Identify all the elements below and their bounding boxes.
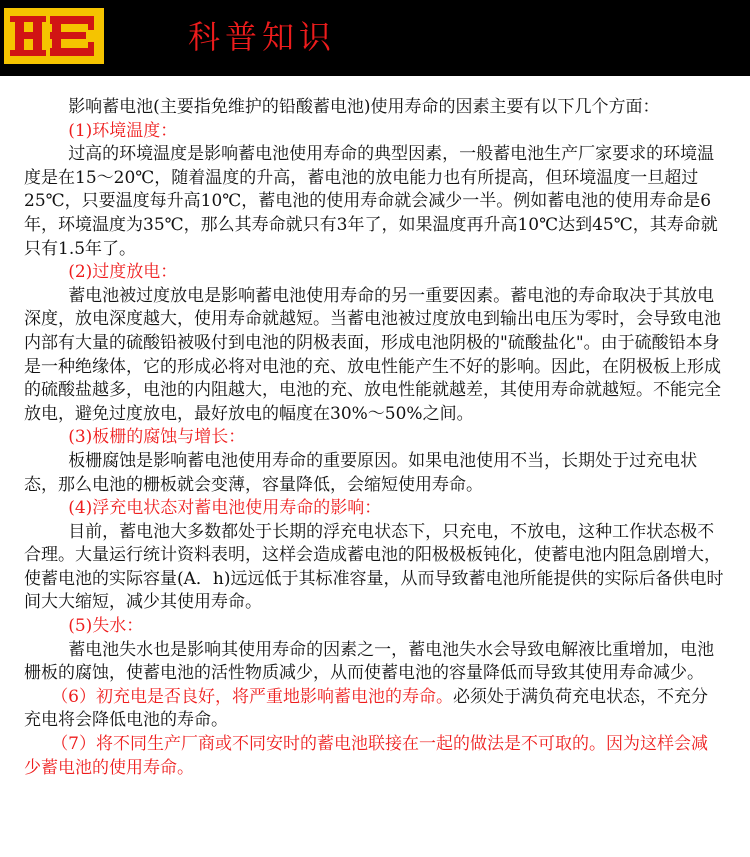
he-logo [0,4,108,68]
note-mixed-batteries: （7）将不同生产厂商或不同安时的蓄电池联接在一起的做法是不可取的。因为这样会减少蓄电池的使用寿命。 [24,734,709,778]
note-initial-charge-highlight: （6）初充电是否良好，将严重地影响蓄电池的寿命。 [51,686,454,707]
section-title-float-charge: (4)浮充电状态对蓄电池使用寿命的影响： [68,498,382,519]
section-body-temperature: 过高的环境温度是影响蓄电池使用寿命的典型因素，一般蓄电池生产厂家要求的环境温度是在15～20℃，随着温度的升高，蓄电池的放电能力也有所提高，但环境温度一旦超过25℃，只要温度每升高10℃，蓄电池的使用寿命就会减少一半。例如蓄电池的使用寿命是6年，环境温度为35℃，那么其寿命就只有3年了，如果温度再升高10℃达到45℃，其寿命就只有1.5年了。 [24,144,718,259]
section-body-over-discharge: 蓄电池被过度放电是影响蓄电池使用寿命的另一重要因素。蓄电池的寿命取决于其放电深度，放电深度越大，使用寿命就越短。当蓄电池被过度放电到输出电压为零时，会导致电池内部有大量的硫酸铅被吸付到电池的阴极表面，形成电池阴极的"硫酸盐化"。由于硫酸铅本身是一种绝缘体，它的形成必将对电池的充、放电性能产生不好的影响。因此，在阴极板上形成的硫酸盐越多，电池的内阻越大，电池的充、放电性能就越差，其使用寿命就越短。不能完全放电，避免过度放电，最好放电的幅度在30%～50%之间。 [24,285,721,424]
section-body-water-loss: 蓄电池失水也是影响其使用寿命的因素之一，蓄电池失水会导致电解液比重增加，电池栅板的腐蚀，使蓄电池的活性物质减少，从而使蓄电池的容量降低而导致其使用寿命减少。 [24,639,715,684]
intro-paragraph: 影响蓄电池(主要指免维护的铅酸蓄电池)使用寿命的因素主要有以下几个方面： [68,97,660,117]
section-title-temperature: (1)环境温度： [68,120,178,141]
note-initial-charge-rest: 必须处于满负荷充电状态，不充分充电将会降低电池的寿命。 [24,686,709,731]
section-title-water-loss: (5)失水： [68,616,144,637]
article-body [24,96,724,780]
note-initial-charge [24,686,724,733]
section-body-grid-corrosion: 板栅腐蚀是影响蓄电池使用寿命的重要原因。如果电池使用不当，长期处于过充电状态，那么电池的栅板就会变薄，容量降低，会缩短使用寿命。 [24,450,698,495]
page-title: 科普知识 [188,18,337,56]
header-banner [0,0,750,76]
section-title-grid-corrosion: (3)板栅的腐蚀与增长： [68,427,246,448]
section-body-float-charge: 目前，蓄电池大多数都处于长期的浮充电状态下，只充电，不放电，这种工作状态极不合理。大量运行统计资料表明，这样会造成蓄电池的阳极极板钝化，使蓄电池内阻急剧增大，使蓄电池的实际容量(A．h)远远低于其标准容量，从而导致蓄电池所能提供的实际后备供电时间大大缩短，减少其使用寿命。 [24,521,724,613]
section-title-over-discharge: (2)过度放电： [68,262,178,283]
